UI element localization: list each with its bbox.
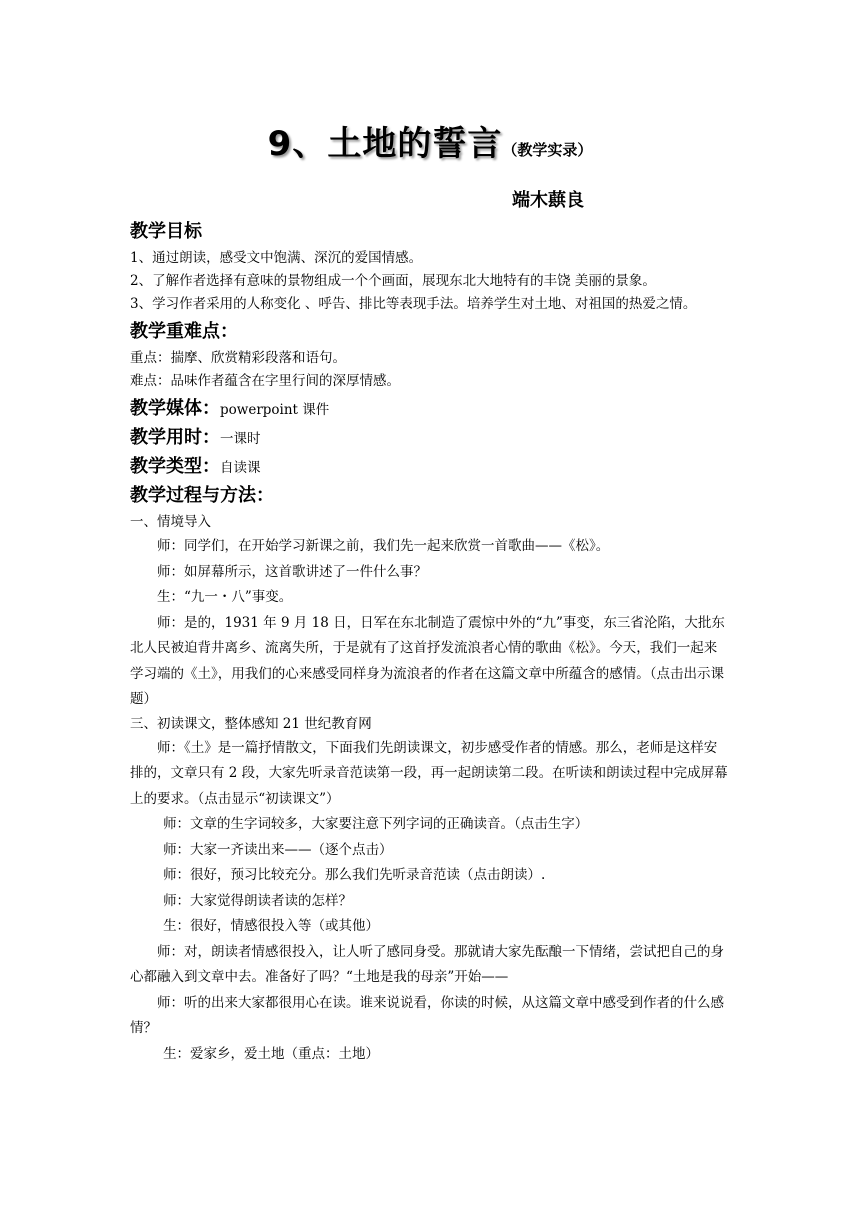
dialogue-line: 师：《土》是一篇抒情散文，下面我们先朗读课文，初步感受作者的情感。那么，老师是这样安排的，文章只有 2 段，大家先听录音范读第一段，再一起朗读第二段。在听读和朗读过程中完成屏幕上的要求。（点击显示“初读课文”） — [130, 739, 728, 807]
media-value: powerpoint 课件 — [220, 402, 330, 418]
difficulty-key-point: 重点：揣摩、欣赏精彩段落和语句。 — [130, 350, 346, 366]
dialogue-line: 师：是的，1931 年 9 月 18 日，日军在东北制造了震惊中外的“九”事变，东三省沦陷，大批东北人民被迫背井离乡、流离失所，于是就有了这首抒发流浪者心情的歌曲《松》。今天，我们一起来学习端的《土》，用我们的心来感受同样身为流浪者的作者在这篇文章中所蕴含的感情。（点击出示课题） — [130, 614, 725, 707]
dialogue-line: 师：听的出来大家都很用心在读。谁来说说看，你读的时候，从这篇文章中感受到作者的什么感情？ — [130, 994, 724, 1036]
section-heading-2: 三、初读课文，整体感知 21 世纪教育网 — [130, 715, 372, 732]
section-heading-1: 一、情境导入 — [130, 514, 211, 530]
title-main: 9、土地的誓言 — [267, 124, 503, 164]
time-value: 一课时 — [220, 431, 261, 447]
difficulty-heading: 教学重难点： — [130, 321, 238, 342]
dialogue-line: 师：文章的生字词较多，大家要注意下列字词的正确读音。（点击生字） — [163, 816, 589, 832]
process-heading: 教学过程与方法： — [130, 485, 274, 506]
dialogue-line: 师：很好，预习比较充分。那么我们先听录音范读（点击朗读）. — [163, 867, 546, 883]
document-title — [0, 116, 860, 165]
dialogue-line: 师：大家觉得朗读者读的怎样？ — [163, 892, 353, 909]
dialogue-line: 生：很好，情感很投入等（或其他） — [163, 918, 380, 934]
type-row — [130, 455, 730, 480]
goal-item-1: 1、通过朗读，感受文中饱满、深沉的爱国情感。 — [130, 250, 423, 266]
dialogue-line: 师：大家一齐读出来——（逐个点击） — [163, 841, 393, 858]
dialogue-line: 师：如屏幕所示，这首歌讲述了一件什么事？ — [157, 563, 427, 580]
goals-heading: 教学目标 — [130, 221, 202, 242]
type-value: 自读课 — [220, 460, 261, 476]
time-heading: 教学用时： — [130, 427, 220, 448]
time-row — [130, 426, 730, 451]
dialogue-line: 师：同学们，在开始学习新课之前，我们先一起来欣赏一首歌曲——《松》。 — [157, 538, 610, 554]
author-name: 端木蕻良 — [512, 190, 584, 211]
dialogue-line: 师：对，朗读者情感很投入，让人听了感同身受。那就请大家先酝酿一下情绪，尝试把自己的身心都融入到文章中去。准备好了吗？“土地是我的母亲”开始—— — [130, 943, 724, 985]
media-heading: 教学媒体： — [130, 398, 220, 419]
dialogue-line: 生：“九一・八”事变。 — [157, 589, 293, 605]
difficulty-hard-point: 难点：品味作者蕴含在字里行间的深厚情感。 — [130, 373, 400, 389]
goal-item-3: 3、学习作者采用的人称变化 、呼告、排比等表现手法。培养学生对土地、对祖国的热爱之情。 — [130, 296, 697, 312]
document-body — [130, 218, 730, 1067]
dialogue-line: 生：爱家乡，爱土地（重点：土地） — [163, 1045, 380, 1062]
title-subtitle: （教学实录） — [502, 141, 593, 159]
goal-item-2: 2、了解作者选择有意味的景物组成一个个画面，展现东北大地特有的丰饶 美丽的景象。 — [130, 273, 656, 289]
type-heading: 教学类型： — [130, 456, 220, 477]
media-row — [130, 397, 730, 422]
